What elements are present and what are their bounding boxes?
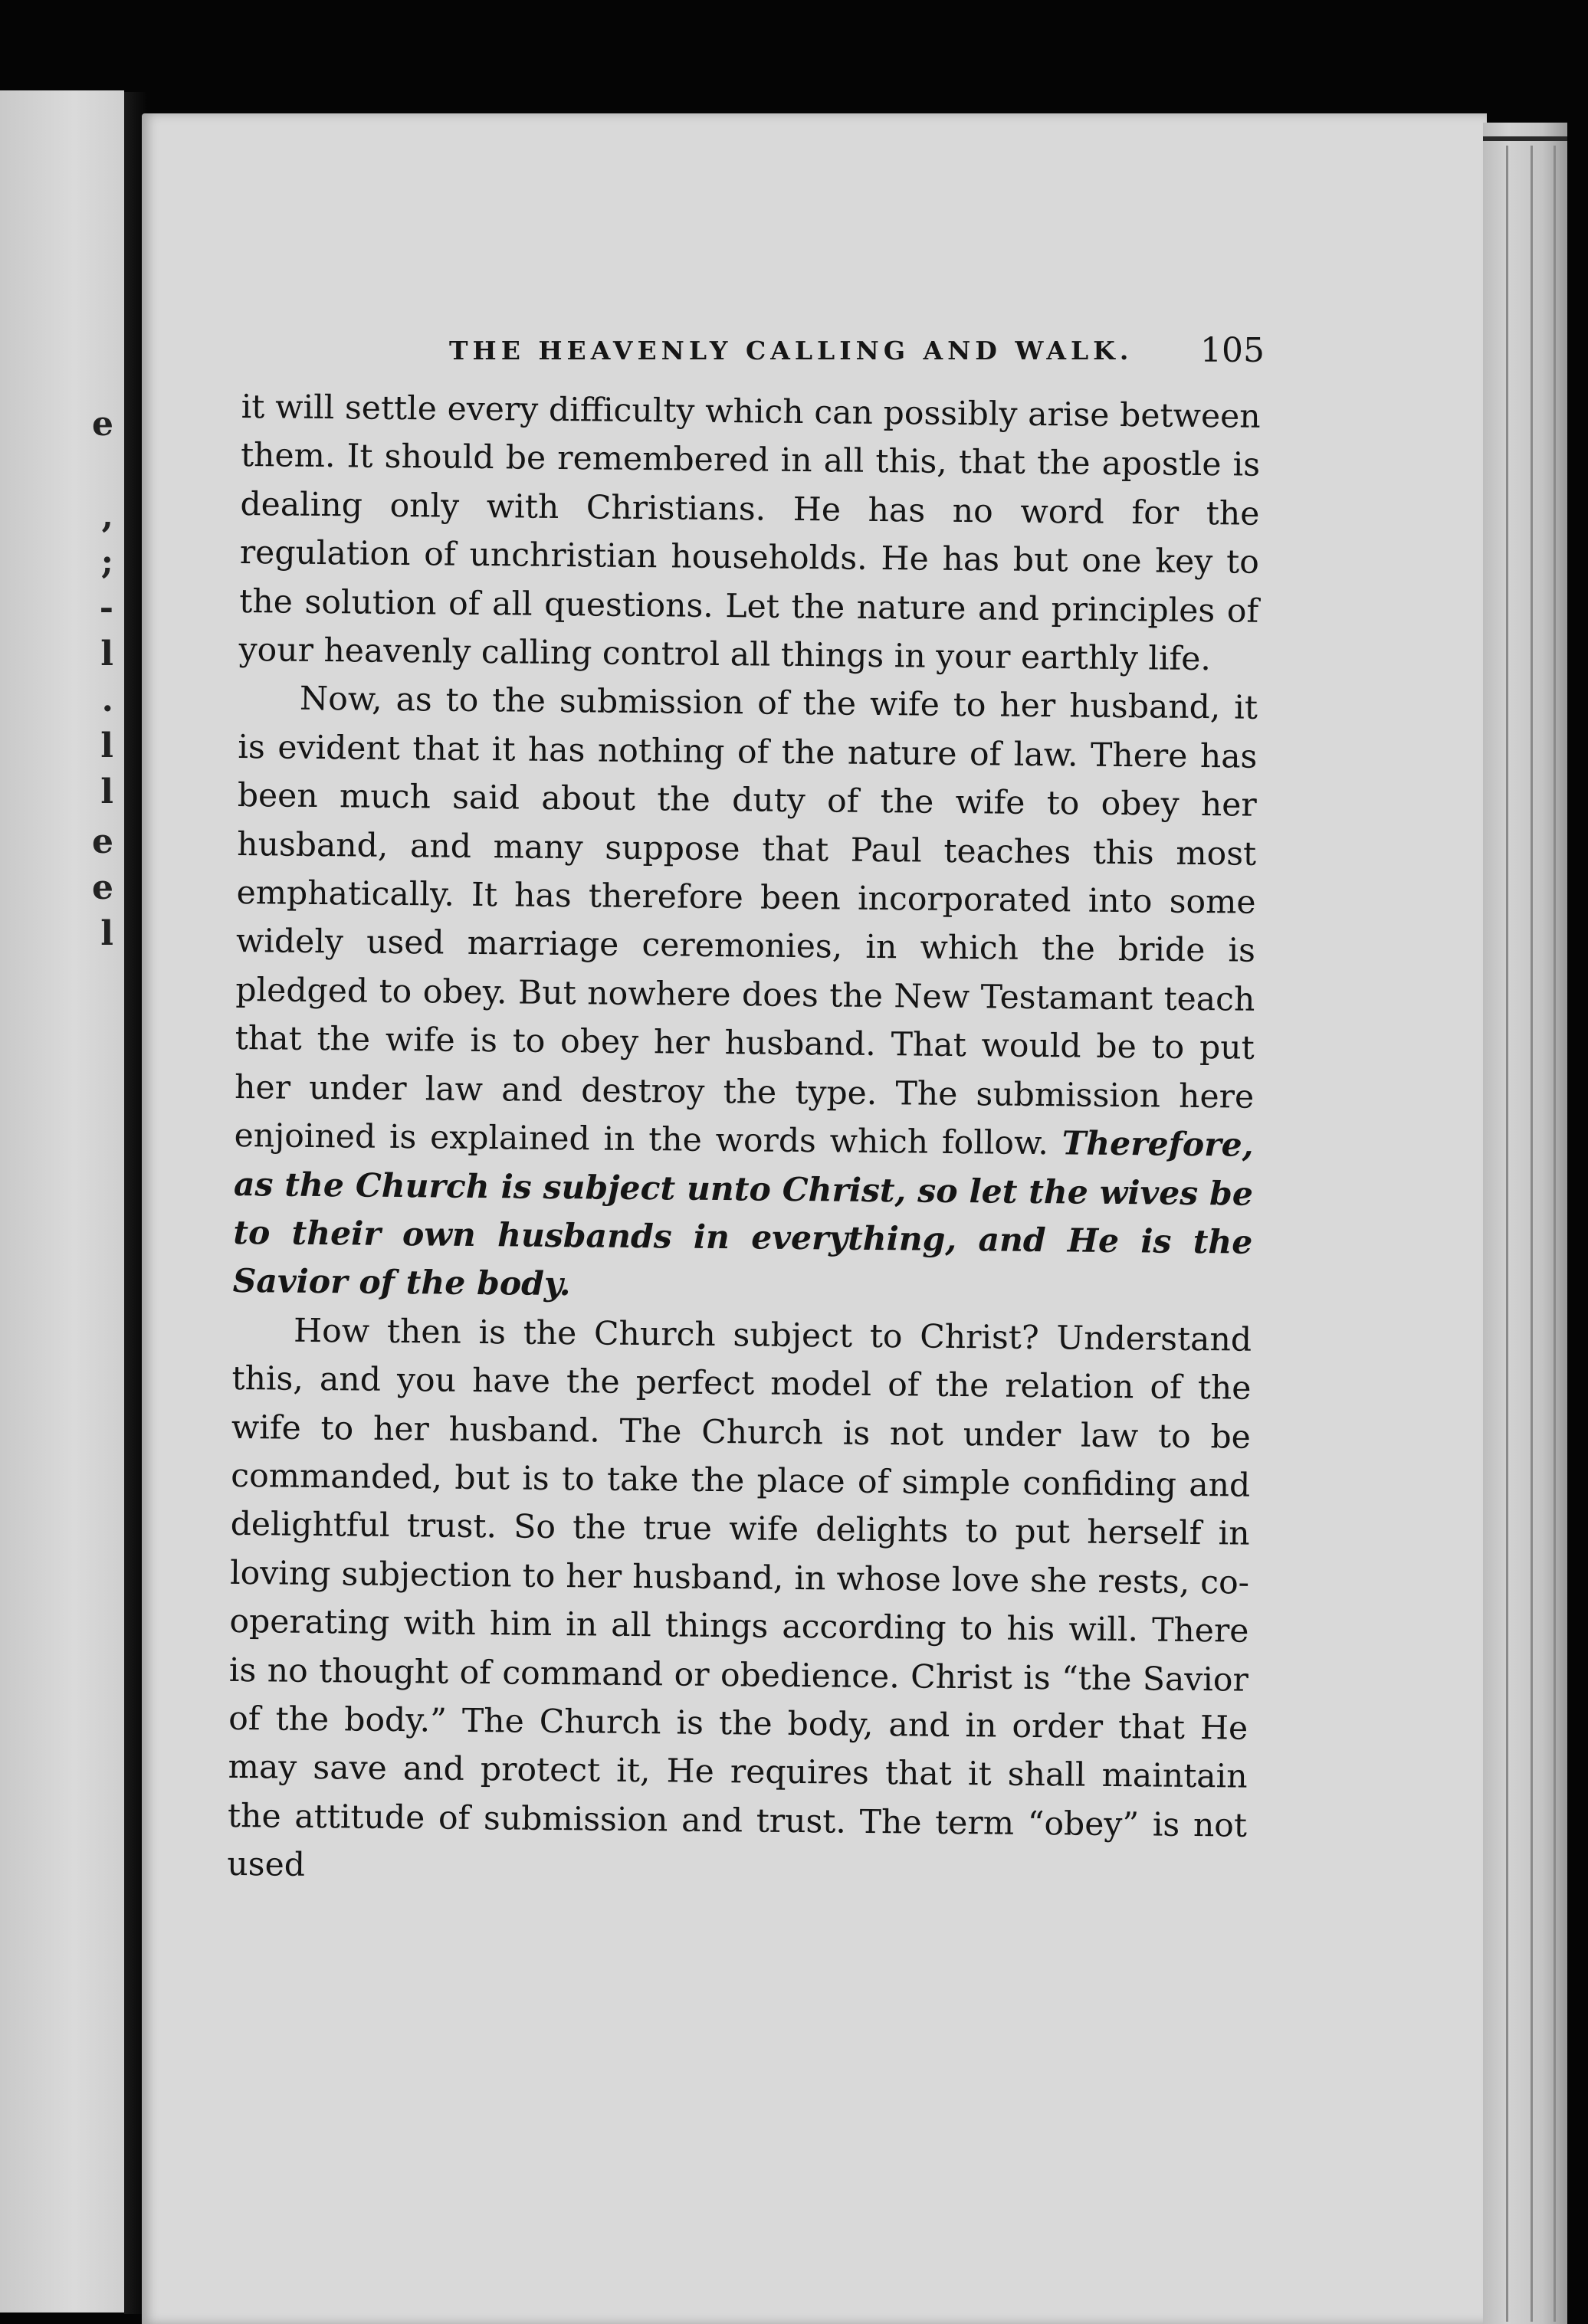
paragraph <box>238 383 1261 684</box>
margin-char: l <box>100 772 113 811</box>
margin-char: l <box>100 726 113 765</box>
running-head-title: THE HEAVENLY CALLING AND WALK. <box>449 336 1134 365</box>
italic-scripture-quote: Therefore, as the Church is subject unto Christ, so let the wives be to their own husbands in everything, and He is the Savior of the body. <box>232 1124 1254 1304</box>
paragraph-text: How then is the Church subject to Christ? Understand this, and you have the perfect model of the relation of the wife to her husband. The Church is not under law to be commanded, but is to take the place of simple confiding and delightful trust. So the true wife delights to put herself in loving subjection to her husband, in whose love she rests, co-operating with him in all things according to his will. There is no thought of command or obedience. Christ is “the Savior of the body.” The Church is the body, and in order that He may save and protect it, He requires that it shall maintain the attitude of submission and trust. The term “obey” is not used <box>227 1312 1252 1885</box>
left-facing-page-edge <box>0 90 124 2313</box>
margin-char: - <box>99 588 113 628</box>
paragraph <box>227 1306 1252 1900</box>
page-edge-line <box>1554 146 1556 2322</box>
page-edge-band <box>1483 136 1567 141</box>
margin-char: e <box>92 405 113 444</box>
paragraph-text: it will settle every difficulty which can possibly arise between them. It should be remembered in all this, that the apostle is dealing only with Christians. He has no word for the regulation of unchristian households. He has but one key to the solution of all questions. Let the nature and principles of your heavenly calling control all things in your earthly life. <box>238 388 1261 679</box>
margin-char: e <box>92 868 113 907</box>
margin-char: ; <box>100 542 113 582</box>
page-edge-line <box>1531 146 1533 2322</box>
margin-char: l <box>100 634 113 674</box>
page-number: 105 <box>1200 331 1265 370</box>
running-head <box>307 331 1265 382</box>
body-text <box>227 383 1261 1899</box>
margin-char: e <box>92 822 113 861</box>
paragraph <box>232 674 1258 1316</box>
page-edge-line <box>1506 146 1508 2322</box>
paragraph-text: Now, as to the submission of the wife to her husband, it is evident that it has nothing of the nature of law. There has been much said about the duty of the wife to obey her husband, and many suppose that Paul teaches this most emphatically. It has therefore been incorporated into some widely used marriage ceremonies, in which the bride is pledged to obey. But nowhere does the New Testamant teach that the wife is to obey her husband. That would be to put her under law and destroy the type. The submission here enjoined is explained in the words which follow. <box>234 680 1258 1163</box>
right-page-edges <box>1483 123 1567 2324</box>
margin-char: , <box>101 497 113 536</box>
margin-char: . <box>101 680 113 719</box>
margin-char: l <box>100 914 113 953</box>
